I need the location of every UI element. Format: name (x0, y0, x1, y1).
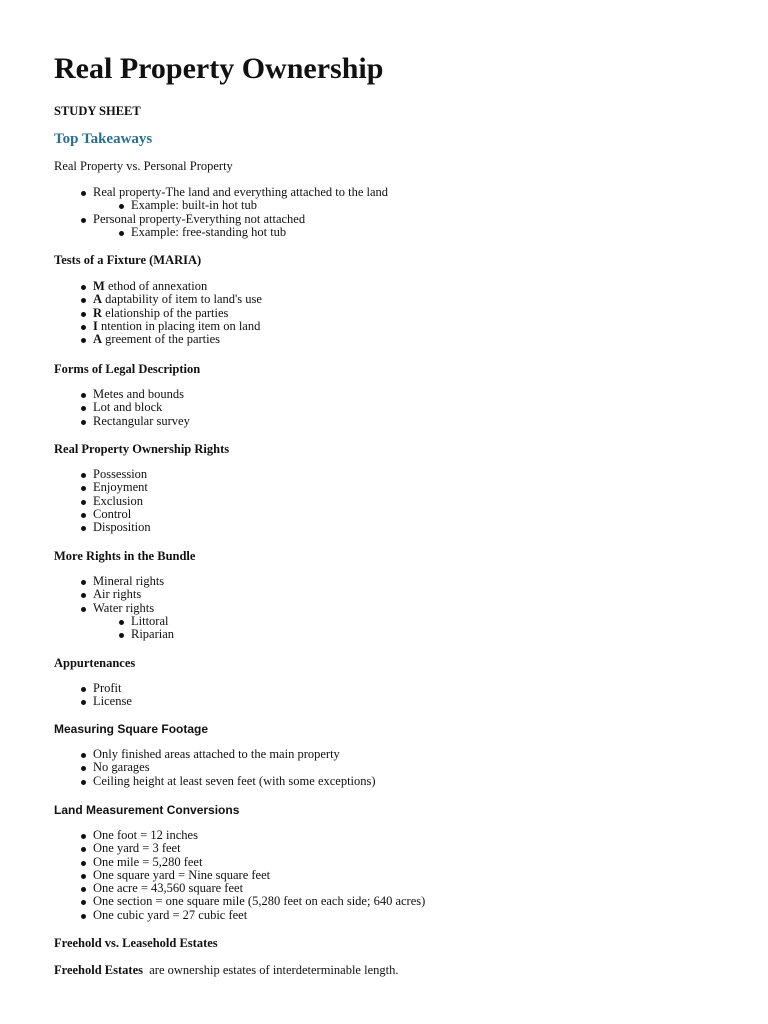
list-item-text: One acre = 43,560 square feet (93, 881, 244, 896)
legal-list (93, 388, 190, 428)
list-item (93, 842, 425, 855)
list-item (93, 415, 190, 428)
acronym-letter: A (93, 292, 103, 307)
bold-term: Freehold Estates (54, 963, 143, 977)
list-item (93, 320, 262, 333)
list-item (93, 280, 262, 293)
list-item (131, 628, 174, 641)
estates-paragraph (54, 962, 398, 978)
appurtenances-list (93, 682, 132, 709)
list-item-text: Ceiling height at least seven feet (with some exceptions) (93, 773, 376, 788)
list-item (93, 293, 262, 306)
list-item (93, 481, 151, 494)
list-item (93, 508, 151, 521)
section-heading-fixture: Tests of a Fixture (MARIA) (54, 253, 202, 267)
list-item-text: greement of the parties (102, 332, 221, 347)
sub-list (131, 615, 174, 642)
list-item (93, 388, 190, 401)
list-item (93, 695, 132, 708)
property-list (93, 186, 388, 239)
list-item (131, 199, 388, 212)
list-item (93, 682, 132, 695)
intro-text: Real Property vs. Personal Property (54, 159, 233, 173)
acronym-letter: I (93, 318, 98, 333)
list-item-text: License (93, 694, 132, 709)
section-heading-rights: Real Property Ownership Rights (54, 442, 230, 456)
list-item-text: Only finished areas attached to the main property (93, 747, 340, 761)
section-heading-appurtenances: Appurtenances (54, 656, 136, 670)
list-item-text: Air rights (93, 587, 142, 602)
conversions-list (93, 829, 425, 922)
list-item (93, 882, 425, 895)
square-footage-list (93, 748, 376, 788)
list-item (93, 307, 262, 320)
list-item (131, 226, 388, 239)
list-item-text: No garages (93, 760, 150, 775)
list-item (93, 829, 425, 842)
list-item-text: One cubic yard = 27 cubic feet (93, 907, 248, 922)
section-heading-square-footage: Measuring Square Footage (54, 722, 209, 736)
list-item (93, 401, 190, 414)
section-heading-legal: Forms of Legal Description (54, 362, 201, 376)
list-item (93, 575, 174, 588)
list-item (93, 186, 388, 199)
list-item (93, 213, 388, 226)
section-heading-conversions: Land Measurement Conversions (54, 803, 240, 817)
acronym-letter: A (93, 332, 103, 347)
acronym-letter: M (93, 279, 105, 293)
list-item-text: One foot = 12 inches (93, 828, 198, 842)
list-item (93, 761, 376, 774)
study-sheet-label: STUDY SHEET (54, 104, 141, 118)
list-item-text: daptability of item to land's use (102, 292, 262, 307)
list-item-text: Example: free-standing hot tub (131, 224, 287, 239)
list-item (93, 869, 425, 882)
rights-list (93, 468, 151, 534)
list-item (93, 468, 151, 481)
list-item-text: Metes and bounds (93, 387, 184, 401)
section-heading-estates: Freehold vs. Leasehold Estates (54, 936, 218, 950)
bundle-list (93, 575, 174, 641)
list-item-text: Personal property-Everything not attached (93, 211, 306, 226)
list-item-text: Control (93, 506, 132, 521)
list-item-text: Exclusion (93, 493, 143, 508)
list-item-text: ethod of annexation (104, 279, 208, 293)
sub-list (131, 226, 388, 239)
list-item (93, 909, 425, 922)
list-item-text: Example: built-in hot tub (131, 198, 258, 213)
section-heading-bundle: More Rights in the Bundle (54, 549, 196, 563)
list-item-text: Rectangular survey (93, 413, 190, 428)
page-title: Real Property Ownership (54, 52, 384, 85)
list-item (93, 602, 174, 615)
list-item-text: One yard = 3 feet (93, 841, 181, 856)
list-item (93, 895, 425, 908)
list-item-text: One square yard = Nine square feet (93, 867, 271, 882)
list-item (93, 333, 262, 346)
paragraph-text: are ownership estates of interdeterminable length. (143, 963, 399, 977)
list-item-text: Enjoyment (93, 480, 148, 495)
list-item-text: elationship of the parties (102, 305, 229, 320)
list-item-text: Riparian (131, 627, 175, 642)
list-item-text: Possession (93, 467, 148, 481)
list-item-text: ntention in placing item on land (97, 318, 261, 333)
list-item-text: Profit (93, 681, 122, 695)
list-item (93, 521, 151, 534)
top-takeaways-heading: Top Takeaways (54, 131, 153, 147)
list-item (93, 495, 151, 508)
list-item-text: Mineral rights (93, 574, 165, 588)
list-item (93, 856, 425, 869)
acronym-letter: R (93, 305, 103, 320)
fixture-list (93, 280, 262, 346)
list-item (93, 775, 376, 788)
list-item-text: Water rights (93, 600, 155, 615)
list-item (93, 748, 376, 761)
list-item-text: One mile = 5,280 feet (93, 854, 203, 869)
list-item (131, 615, 174, 628)
list-item-text: One section = one square mile (5,280 feet on each side; 640 acres) (93, 894, 426, 909)
list-item-text: Real property-The land and everything attached to the land (93, 185, 389, 199)
sub-list (131, 199, 388, 212)
list-item (93, 588, 174, 601)
list-item-text: Littoral (131, 613, 169, 628)
list-item-text: Disposition (93, 520, 151, 535)
list-item-text: Lot and block (93, 400, 163, 415)
